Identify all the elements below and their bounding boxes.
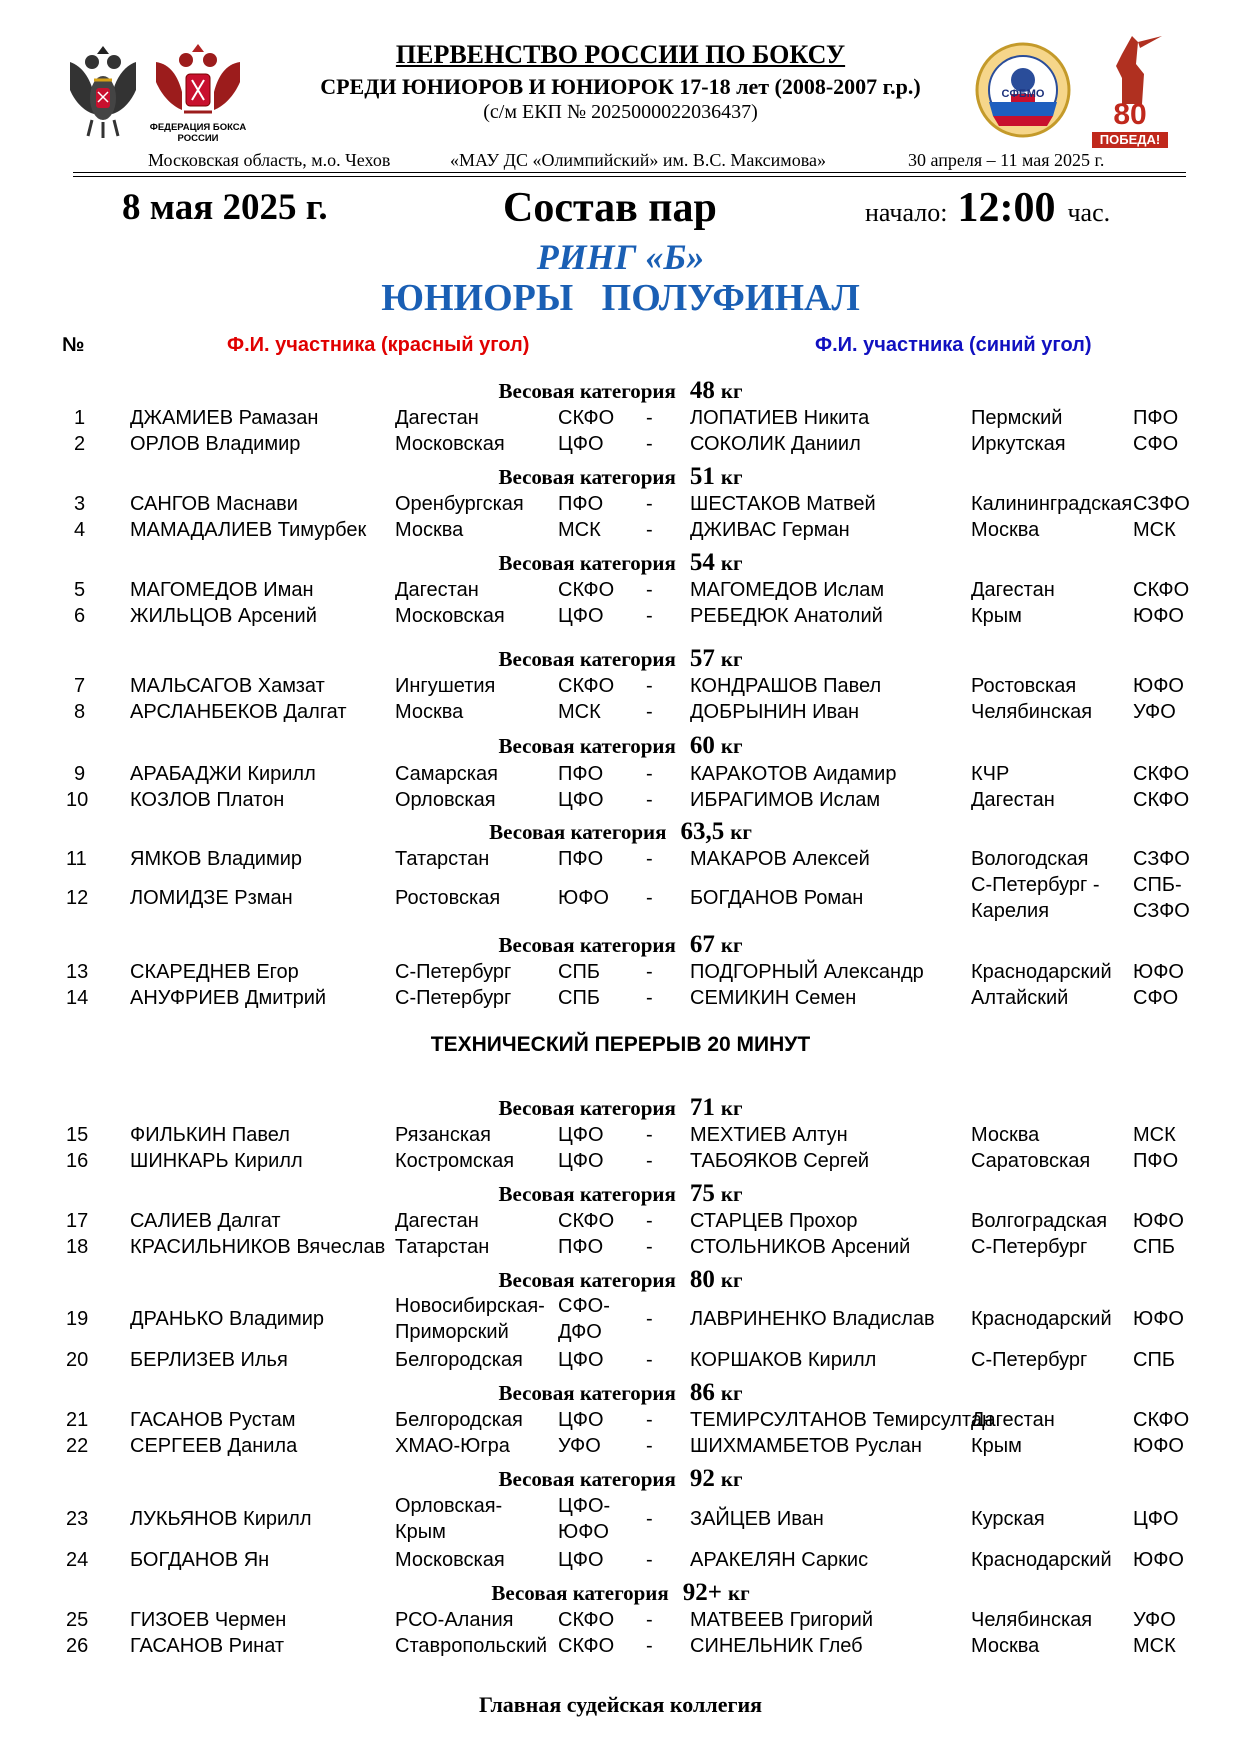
bout-blue: ДОБРЫНИН Иван: [690, 701, 860, 723]
bout-n: 24: [66, 1549, 89, 1571]
bout-red-region: С-Петербург: [395, 961, 512, 983]
column-header-blue-corner: Ф.И. участника (синий угол): [815, 334, 1092, 356]
bout-blue-district: МСК: [1133, 1124, 1176, 1146]
bout-blue: ИБРАГИМОВ Ислам: [690, 789, 881, 811]
start-label: начало:: [865, 198, 948, 227]
bout-blue-district-line1: СПБ-: [1133, 874, 1182, 896]
bout-sep: -: [646, 701, 653, 723]
bout-n: 11: [66, 848, 87, 870]
bout-blue-region: Краснодарский: [971, 961, 1112, 983]
bout-blue-district: СПБ: [1133, 1349, 1175, 1371]
weight-category-unit: кг: [720, 465, 743, 489]
weight-category-header: [0, 818, 1241, 846]
bout-n: 22: [66, 1435, 89, 1457]
bout-blue-region: Челябинская: [971, 1609, 1093, 1631]
bout-blue-district: СЗФО: [1133, 848, 1190, 870]
bout-red-region: Белгородская: [395, 1349, 523, 1371]
bout-red-district: СКФО: [558, 579, 615, 601]
start-time-value: 12:00: [957, 185, 1056, 231]
bout-blue-region: Алтайский: [971, 987, 1069, 1009]
bout-red-district: ЦФО: [558, 789, 604, 811]
bout-n: 6: [74, 605, 86, 627]
weight-category-value: 54: [689, 549, 715, 576]
bout-blue: КАРАКОТОВ Аидамир: [690, 763, 897, 785]
bout-blue: ЛОПАТИЕВ Никита: [690, 407, 870, 429]
bout-sep: -: [646, 519, 653, 541]
bout-red-district: ЦФО: [558, 1549, 604, 1571]
bout-red: МАМАДАЛИЕВ Тимурбек: [130, 519, 367, 541]
bout-red-region: Москва: [395, 701, 464, 723]
bout-sep: -: [646, 1549, 653, 1571]
bout-red-district: СКФО: [558, 1635, 615, 1657]
weight-category-value: 92: [689, 1465, 715, 1492]
bout-red: АРАБАДЖИ Кирилл: [130, 763, 316, 785]
bout-red-district: ЦФО: [558, 1409, 604, 1431]
bout-blue: ДЖИВАС Герман: [690, 519, 850, 541]
bout-red-district: МСК: [558, 701, 601, 723]
bout-blue-district: УФО: [1133, 701, 1176, 723]
event-title: ПЕРВЕНСТВО РОССИИ ПО БОКСУ: [395, 40, 846, 69]
bout-red: САНГОВ Маснави: [130, 493, 298, 515]
bout-red-district: СПБ: [558, 987, 600, 1009]
bout-blue: ШЕСТАКОВ Матвей: [690, 493, 876, 515]
victory-logo-text: ПОБЕДА!: [1092, 132, 1168, 148]
bout-red: МАЛЬСАГОВ Хамзат: [130, 675, 325, 697]
bout-blue: БОГДАНОВ Роман: [690, 887, 864, 909]
bout-red-district: УФО: [558, 1435, 601, 1457]
bout-blue-region: КЧР: [971, 763, 1010, 785]
bout-blue: АРАКЕЛЯН Саркис: [690, 1549, 869, 1571]
bout-red-district-line1: СФО-: [558, 1295, 610, 1317]
weight-category-header: [0, 1266, 1241, 1294]
bout-sep: -: [646, 1349, 653, 1371]
bout-red: ДРАНЬКО Владимир: [130, 1308, 325, 1330]
bout-n: 19: [66, 1308, 89, 1330]
bout-red-region: Самарская: [395, 763, 498, 785]
bout-sep: -: [646, 579, 653, 601]
bout-blue: СИНЕЛЬНИК Глеб: [690, 1635, 863, 1657]
bout-red-region: Московская: [395, 1549, 505, 1571]
sfbmo-logo-text: СФБМО: [1001, 88, 1045, 100]
bout-red: ГАСАНОВ Рустам: [130, 1409, 296, 1431]
weight-category-unit: кг: [720, 647, 743, 671]
bout-n: 25: [66, 1609, 89, 1631]
bout-blue: КОРШАКОВ Кирилл: [690, 1349, 877, 1371]
bout-red: САЛИЕВ Далгат: [130, 1210, 281, 1232]
bout-n: 8: [74, 701, 86, 723]
bout-red: КОЗЛОВ Платон: [130, 789, 285, 811]
bout-sep: -: [646, 1635, 653, 1657]
bout-red-region-line1: Орловская-: [395, 1495, 503, 1517]
bout-red-district: ЦФО: [558, 1124, 604, 1146]
event-subtitle: СРЕДИ ЮНИОРОВ И ЮНИОРОК 17-18 лет (2008-2007 г.р.): [320, 74, 921, 99]
bout-blue-region: С-Петербург: [971, 1236, 1088, 1258]
bout-blue-region: Дагестан: [971, 1409, 1055, 1431]
bout-blue-district: СКФО: [1133, 789, 1190, 811]
weight-category-header: [0, 463, 1241, 491]
bout-blue-region: Калининградская: [971, 493, 1133, 515]
header-divider: [73, 172, 1186, 173]
weight-category-unit: кг: [720, 1182, 743, 1206]
bout-sep: -: [646, 1150, 653, 1172]
bout-blue-region: Крым: [971, 605, 1022, 627]
weight-category-label: Весовая категория: [489, 820, 667, 844]
bout-blue-region: Москва: [971, 1124, 1040, 1146]
bout-n: 12: [66, 887, 89, 909]
bout-sep: -: [646, 1308, 653, 1330]
weight-category-value: 71: [689, 1094, 715, 1121]
bout-blue-district: ЮФО: [1133, 605, 1184, 627]
bout-red-region: Москва: [395, 519, 464, 541]
weight-category-value: 48: [689, 377, 715, 404]
bout-blue-region: Волгоградская: [971, 1210, 1108, 1232]
weight-category-header: [0, 645, 1241, 673]
weight-category-label: Весовая категория: [498, 933, 676, 957]
bout-blue-region-line1: С-Петербург -: [971, 874, 1100, 896]
start-time-unit: час.: [1067, 198, 1111, 227]
bout-blue-district: СКФО: [1133, 1409, 1190, 1431]
bout-blue: МЕХТИЕВ Алтун: [690, 1124, 848, 1146]
bout-blue: МАКАРОВ Алексей: [690, 848, 870, 870]
bout-red-district-line1: ЦФО-: [558, 1495, 611, 1517]
bout-red: ФИЛЬКИН Павел: [130, 1124, 290, 1146]
weight-category-unit: кг: [720, 1096, 743, 1120]
bout-blue-region: Дагестан: [971, 789, 1055, 811]
event-dates: 30 апреля – 11 мая 2025 г.: [908, 150, 1105, 170]
bout-sep: -: [646, 433, 653, 455]
bout-red: АРСЛАНБЕКОВ Далгат: [130, 701, 347, 723]
bout-n: 23: [66, 1508, 89, 1530]
bout-red-district: СКФО: [558, 675, 615, 697]
weight-category-value: 57: [689, 645, 715, 672]
weight-category-header: [0, 1094, 1241, 1122]
bout-blue-region: Москва: [971, 519, 1040, 541]
bout-red-region: Московская: [395, 605, 505, 627]
start-time: [865, 186, 1110, 239]
weight-category-label: Весовая категория: [498, 465, 676, 489]
weight-category-label: Весовая категория: [498, 647, 676, 671]
weight-category-label: Весовая категория: [498, 551, 676, 575]
bout-red-region: Орловская: [395, 789, 496, 811]
bout-red-district: ЮФО: [558, 887, 609, 909]
bout-red-district: ПФО: [558, 1236, 604, 1258]
bout-blue-district: ЮФО: [1133, 1549, 1184, 1571]
bout-sep: -: [646, 407, 653, 429]
bout-blue-district: ПФО: [1133, 1150, 1179, 1172]
weight-category-unit: кг: [720, 1381, 743, 1405]
event-location: Московская область, м.о. Чехов: [148, 150, 391, 170]
bout-red-district-line2: ЮФО: [558, 1521, 609, 1543]
bout-blue: ПОДГОРНЫЙ Александр: [690, 961, 924, 983]
bout-blue-district: СФО: [1133, 433, 1179, 455]
bout-n: 18: [66, 1236, 89, 1258]
bout-red: БОГДАНОВ Ян: [130, 1549, 270, 1571]
bout-red: СЕРГЕЕВ Данила: [130, 1435, 298, 1457]
bout-blue-district: МСК: [1133, 519, 1176, 541]
bout-blue-region: Пермский: [971, 407, 1063, 429]
bout-blue-region: Дагестан: [971, 579, 1055, 601]
bout-red-district: СКФО: [558, 1609, 615, 1631]
weight-category-label: Весовая категория: [498, 1467, 676, 1491]
weight-category-label: Весовая категория: [498, 1381, 676, 1405]
weight-category-unit: кг: [720, 1467, 743, 1491]
bout-n: 16: [66, 1150, 89, 1172]
bout-sep: -: [646, 675, 653, 697]
bout-n: 4: [74, 519, 86, 541]
column-header-red-corner: Ф.И. участника (красный угол): [227, 334, 530, 356]
bout-n: 9: [74, 763, 86, 785]
weight-category-header: [0, 1379, 1241, 1407]
bout-red-district: ПФО: [558, 763, 604, 785]
bout-n: 1: [74, 407, 86, 429]
bout-blue: СОКОЛИК Даниил: [690, 433, 861, 455]
ekp-number: (с/м ЕКП № 2025000022036437): [483, 101, 758, 123]
bout-n: 20: [66, 1349, 89, 1371]
bout-red-region: Ингушетия: [395, 675, 496, 697]
weight-category-header: [0, 377, 1241, 405]
weight-category-label: Весовая категория: [498, 1182, 676, 1206]
weight-category-value: 63,5: [680, 818, 725, 845]
bout-n: 5: [74, 579, 86, 601]
weight-category-value: 92+: [682, 1579, 722, 1606]
bout-blue: МАГОМЕДОВ Ислам: [690, 579, 885, 601]
bout-red-region: Оренбургская: [395, 493, 524, 515]
bout-red-district: СКФО: [558, 1210, 615, 1232]
bout-blue-region: Вологодская: [971, 848, 1089, 870]
bout-red-district: ЦФО: [558, 433, 604, 455]
weight-category-value: 51: [689, 463, 715, 490]
bout-blue-district: УФО: [1133, 1609, 1176, 1631]
bout-blue: СЕМИКИН Семен: [690, 987, 857, 1009]
bout-blue-district: ЮФО: [1133, 675, 1184, 697]
bout-red: МАГОМЕДОВ Иман: [130, 579, 314, 601]
bout-blue-district-line2: СЗФО: [1133, 900, 1190, 922]
bout-date: 8 мая 2025 г.: [122, 187, 328, 228]
footer-jury: Главная судейская коллегия: [478, 1692, 763, 1717]
weight-category-header: [0, 1579, 1241, 1607]
event-venue: «МАУ ДС «Олимпийский» им. В.С. Максимова»: [450, 150, 826, 170]
bout-blue-region: Челябинская: [971, 701, 1093, 723]
bout-blue-district: СПБ: [1133, 1236, 1175, 1258]
bout-red-region-line2: Приморский: [395, 1321, 509, 1343]
bout-blue: ТЕМИРСУЛТАНОВ Темирсултан: [690, 1409, 994, 1431]
bout-blue-region: Саратовская: [971, 1150, 1091, 1172]
bout-red-district: ЦФО: [558, 1150, 604, 1172]
bout-blue-region: С-Петербург: [971, 1349, 1088, 1371]
bout-n: 2: [74, 433, 86, 455]
bout-red: БЕРЛИЗЕВ Илья: [130, 1349, 288, 1371]
bout-sep: -: [646, 1609, 653, 1631]
bout-red-region: Московская: [395, 433, 505, 455]
bout-red: КРАСИЛЬНИКОВ Вячеслав: [130, 1236, 386, 1258]
weight-category-value: 80: [689, 1266, 715, 1293]
bout-red-region: С-Петербург: [395, 987, 512, 1009]
bout-blue: МАТВЕЕВ Григорий: [690, 1609, 874, 1631]
bout-red: ЯМКОВ Владимир: [130, 848, 303, 870]
bout-sep: -: [646, 1124, 653, 1146]
bout-blue-district: СЗФО: [1133, 493, 1190, 515]
bout-sep: -: [646, 789, 653, 811]
bout-sep: -: [646, 887, 653, 909]
weight-category-label: Весовая категория: [498, 379, 676, 403]
bout-blue: ШИХМАМБЕТОВ Руслан: [690, 1435, 922, 1457]
victory-logo-number: 80: [1113, 98, 1147, 131]
bout-red: ОРЛОВ Владимир: [130, 433, 301, 455]
weight-category-header: [0, 1180, 1241, 1208]
bout-red-region-line1: Новосибирская-: [395, 1295, 545, 1317]
weight-category-label: Весовая категория: [498, 734, 676, 758]
page-title: Состав пар: [503, 185, 717, 231]
weight-category-label: Весовая категория: [498, 1268, 676, 1292]
bout-red: ЛОМИДЗЕ Рзман: [130, 887, 293, 909]
bout-sep: -: [646, 987, 653, 1009]
bout-red-region: Ростовская: [395, 887, 501, 909]
bout-sep: -: [646, 961, 653, 983]
bout-blue-district: СКФО: [1133, 763, 1190, 785]
weight-category-value: 67: [689, 931, 715, 958]
bout-sep: -: [646, 763, 653, 785]
bout-n: 26: [66, 1635, 89, 1657]
bout-sep: -: [646, 1435, 653, 1457]
bout-red-district: ЦФО: [558, 605, 604, 627]
bout-blue-district: ЮФО: [1133, 1308, 1184, 1330]
bout-blue-region-line2: Карелия: [971, 900, 1050, 922]
technical-break: ТЕХНИЧЕСКИЙ ПЕРЕРЫВ 20 МИНУТ: [430, 1033, 811, 1056]
bout-red: ШИНКАРЬ Кирилл: [130, 1150, 303, 1172]
bout-blue-district: СКФО: [1133, 579, 1190, 601]
bout-red-region: Дагестан: [395, 1210, 479, 1232]
bout-blue-region: Краснодарский: [971, 1308, 1112, 1330]
bout-blue: СТАРЦЕВ Прохор: [690, 1210, 858, 1232]
bout-blue: ЗАЙЦЕВ Иван: [690, 1508, 824, 1530]
weight-category-unit: кг: [720, 933, 743, 957]
bout-red-district: ЦФО: [558, 1349, 604, 1371]
bout-red: СКАРЕДНЕВ Егор: [130, 961, 299, 983]
weight-category-unit: кг: [720, 379, 743, 403]
bout-red-district: СПБ: [558, 961, 600, 983]
header-divider-thin: [73, 176, 1186, 177]
bout-red-region: Ставропольский: [395, 1635, 548, 1657]
bout-n: 21: [66, 1409, 89, 1431]
bout-blue-region: Крым: [971, 1435, 1022, 1457]
bout-blue: КОНДРАШОВ Павел: [690, 675, 882, 697]
bout-blue: РЕБЕДЮК Анатолий: [690, 605, 883, 627]
bout-blue-region: Курская: [971, 1508, 1045, 1530]
bout-sep: -: [646, 1236, 653, 1258]
bout-red: ЛУКЬЯНОВ Кирилл: [130, 1508, 312, 1530]
bout-sep: -: [646, 1508, 653, 1530]
bout-n: 17: [66, 1210, 89, 1232]
weight-category-unit: кг: [730, 820, 752, 844]
federation-logo-text: ФЕДЕРАЦИЯ БОКСА РОССИИ: [149, 122, 247, 144]
bout-blue-region: Краснодарский: [971, 1549, 1112, 1571]
bout-red-region: Татарстан: [395, 1236, 490, 1258]
bout-red: ДЖАМИЕВ Рамазан: [130, 407, 319, 429]
ring-name: РИНГ «Б»: [536, 237, 705, 277]
bout-sep: -: [646, 493, 653, 515]
bout-red-region: Рязанская: [395, 1124, 491, 1146]
bout-sep: -: [646, 605, 653, 627]
bout-blue: ЛАВРИНЕНКО Владислав: [690, 1308, 935, 1330]
bout-red-region: Дагестан: [395, 407, 479, 429]
bout-n: 13: [66, 961, 89, 983]
bout-blue: СТОЛЬНИКОВ Арсений: [690, 1236, 911, 1258]
weight-category-header: [0, 1465, 1241, 1493]
bout-red-district-line2: ДФО: [558, 1321, 602, 1343]
bout-red-region: ХМАО-Югра: [395, 1435, 510, 1457]
bout-blue-district: ПФО: [1133, 407, 1179, 429]
bout-red: АНУФРИЕВ Дмитрий: [130, 987, 327, 1009]
bout-n: 3: [74, 493, 86, 515]
bout-blue-region: Ростовская: [971, 675, 1077, 697]
bout-blue: ТАБОЯКОВ Сергей: [690, 1150, 870, 1172]
bout-red-region: Белгородская: [395, 1409, 523, 1431]
weight-category-value: 60: [689, 732, 715, 759]
weight-category-unit: кг: [720, 734, 743, 758]
weight-category-label: Весовая категория: [491, 1581, 669, 1605]
bout-blue-district: ЮФО: [1133, 961, 1184, 983]
weight-category-value: 75: [689, 1180, 715, 1207]
bout-red-region: Костромская: [395, 1150, 515, 1172]
weight-category-unit: кг: [720, 1268, 743, 1292]
bout-red-district: СКФО: [558, 407, 615, 429]
bout-sep: -: [646, 1409, 653, 1431]
bout-blue-district: ЮФО: [1133, 1435, 1184, 1457]
bout-red-region: Татарстан: [395, 848, 490, 870]
bout-blue-district: МСК: [1133, 1635, 1176, 1657]
bout-sep: -: [646, 848, 653, 870]
weight-category-unit: кг: [720, 551, 743, 575]
weight-category-label: Весовая категория: [498, 1096, 676, 1120]
bout-red-region: Дагестан: [395, 579, 479, 601]
bout-red-district: ПФО: [558, 493, 604, 515]
bout-blue-region: Москва: [971, 1635, 1040, 1657]
column-header-number: №: [62, 334, 85, 356]
bout-n: 15: [66, 1124, 89, 1146]
bout-red-region-line2: Крым: [395, 1521, 446, 1543]
bout-n: 14: [66, 987, 89, 1009]
bout-blue-region: Иркутская: [971, 433, 1066, 455]
weight-category-value: 86: [689, 1379, 715, 1406]
bout-blue-district: ЮФО: [1133, 1210, 1184, 1232]
bout-red-district: ПФО: [558, 848, 604, 870]
bout-sep: -: [646, 1210, 653, 1232]
bout-red-region: РСО-Алания: [395, 1609, 514, 1631]
bout-blue-district: ЦФО: [1133, 1508, 1179, 1530]
weight-category-header: [0, 549, 1241, 577]
bout-n: 10: [66, 789, 89, 811]
bout-red-district: МСК: [558, 519, 601, 541]
weight-category-header: [0, 931, 1241, 959]
bout-blue-district: СФО: [1133, 987, 1179, 1009]
competition-stage: ЮНИОРЫ ПОЛУФИНАЛ: [381, 277, 860, 319]
bout-red: ГИЗОЕВ Чермен: [130, 1609, 287, 1631]
weight-category-unit: кг: [727, 1581, 750, 1605]
bout-red: ГАСАНОВ Ринат: [130, 1635, 285, 1657]
weight-category-header: [0, 732, 1241, 760]
bout-red: ЖИЛЬЦОВ Арсений: [130, 605, 317, 627]
bout-n: 7: [74, 675, 86, 697]
